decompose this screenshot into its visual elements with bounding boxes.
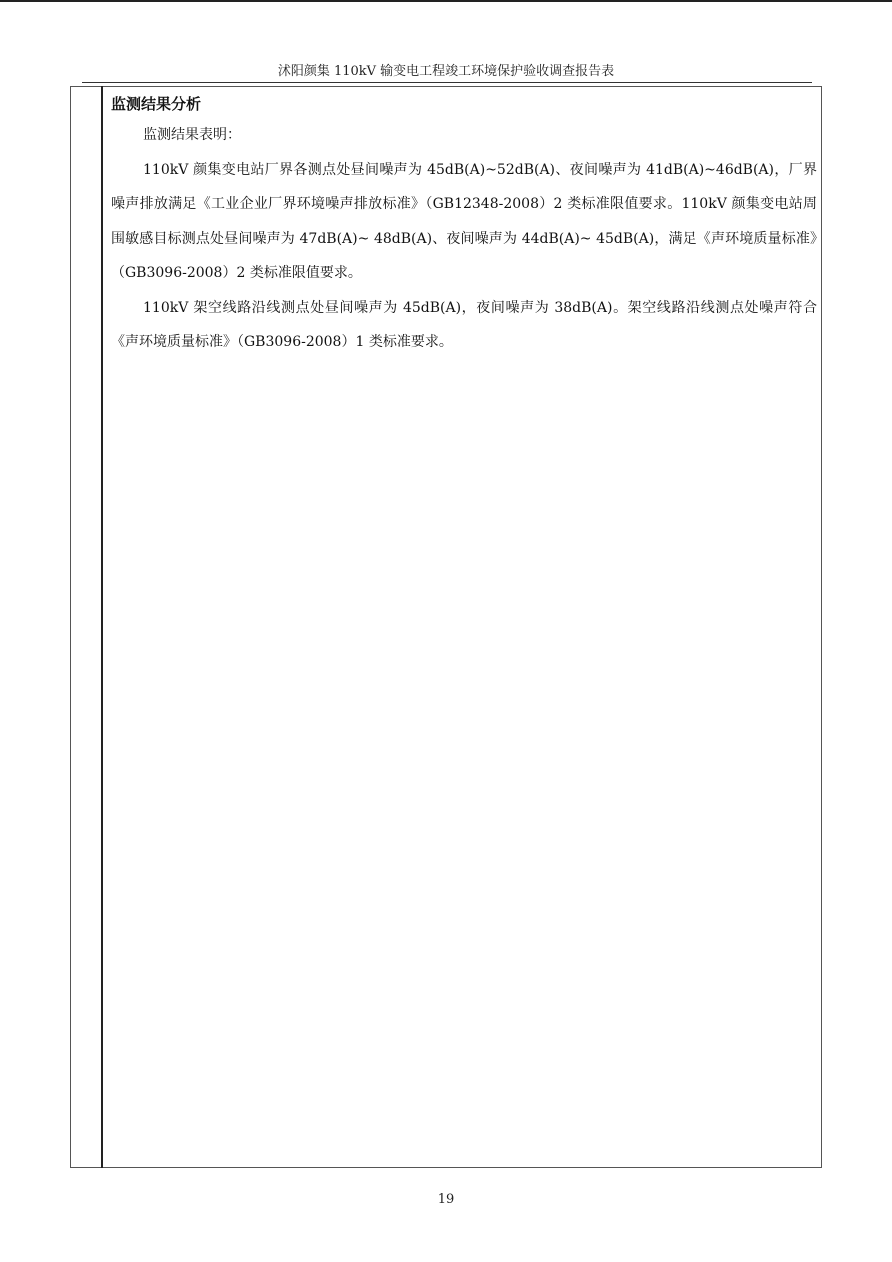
section-title: 监测结果分析	[111, 95, 202, 113]
table-left-column-divider	[101, 86, 103, 1168]
header-rule	[82, 82, 812, 83]
paragraph-intro: 监测结果表明：	[143, 127, 241, 143]
top-border-line	[0, 0, 892, 2]
paragraph-substation-noise: 110kV 颜集变电站厂界各测点处昼间噪声为 45dB(A)~52dB(A)、夜间噪声为 41dB(A)~46dB(A)，厂界噪声排放满足《工业企业厂界环境噪声排放标准》（GB12348-2008）2 类标准限值要求。110kV 颜集变电站周围敏感目标测点处昼间噪声为 47dB(A)~ 48dB(A)、夜间噪声为 44dB(A)~ 45dB(A)，满足《声环境质量标准》（GB3096-2008）2 类标准限值要求。	[111, 161, 817, 281]
page-number: 19	[437, 1192, 455, 1207]
table-content-cell	[111, 90, 817, 360]
paragraph-line-noise: 110kV 架空线路沿线测点处昼间噪声为 45dB(A)，夜间噪声为 38dB(A)。架空线路沿线测点处噪声符合《声环境质量标准》（GB3096-2008）1 类标准要求。	[111, 299, 817, 350]
document-header-title: 沭阳颜集 110kV 输变电工程竣工环境保护验收调查报告表	[277, 64, 615, 79]
